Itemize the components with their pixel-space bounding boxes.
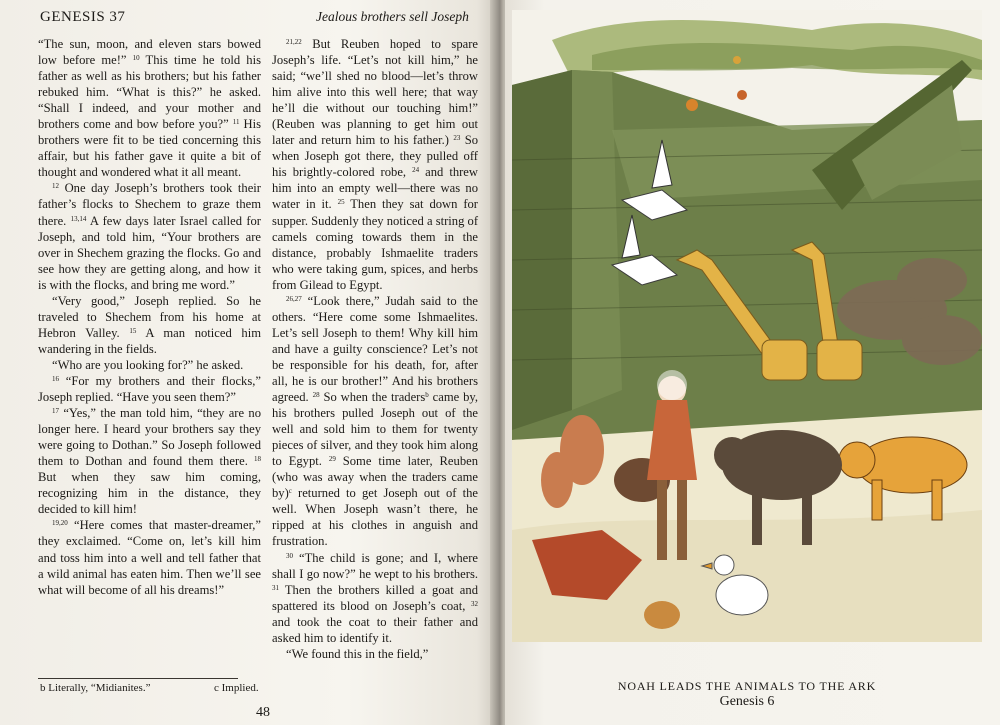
scripture-paragraph: “Very good,” Joseph replied. So he traveled to Shechem from his home at Hebron Valley. $^{15}$ A man noticed him wandering in the fields. [38,293,262,356]
text-column-right [272,36,478,662]
text-column-left [38,36,261,598]
verse-number: 10 [132,54,140,63]
verse-number: 24 [412,166,420,175]
verse-number: 25 [337,198,345,207]
verse-number: 19,20 [52,519,68,528]
verse-number: 21,22 [286,38,302,46]
illustration-caption-reference: Genesis 6 [719,694,775,709]
verse-number: 16 [52,374,59,383]
verse-number: 11 [232,118,240,127]
scripture-paragraph: $^{12}$ One day Joseph’s brothers took their father’s flocks to Shechem to graze them there. $^{13,14}$ A few days later Israel called for Joseph, and told him, “Your brothers are over in Shechem grazing the flocks. Go and see how they are getting along, and how it is with the flocks, and bring me word.” [38,181,261,292]
verse-number: b [425,391,429,400]
left-page [0,0,497,725]
running-head-title: Jealous brothers sell Joseph [316,9,469,24]
verse-number: 31 [272,583,279,592]
verse-number: 30 [286,551,293,560]
scripture-paragraph: $^{19,20}$ “Here comes that master-dreamer,” they exclaimed. “Come on, let’s kill him and toss him into a well and tell father that a wild animal has eaten him. Then we’ll see what will become of all his dreams!” [38,518,261,597]
verse-number: 12 [52,182,59,191]
scripture-paragraph: $^{16}$ “For my brothers and their flocks,” Joseph replied. “Have you seen them?” [38,373,261,405]
verse-number: c [288,487,292,496]
footnote-b: b Literally, “Midianites.” [40,682,151,694]
verse-number: 18 [254,455,261,464]
verse-number: 28 [312,391,320,400]
illustration-caption-title: NOAH LEADS THE ANIMALS TO THE ARK [617,679,877,693]
verse-number: 23 [453,134,461,143]
verse-number: 32 [471,599,478,608]
scripture-paragraph: $^{17}$ “Yes,” the man told him, “they are no longer here. I heard your brothers say they were going to Dothan.” So Joseph followed them to Dothan and found them there. $^{18}$ But when they saw him coming, recognizing him in the distance, they decided to kill him! [38,406,261,517]
scripture-paragraph: “Who are you looking for?” he asked. [52,357,244,372]
scripture-paragraph: “We found this in the field,” [286,646,429,661]
scripture-paragraph: $^{21,22}$ But Reuben hoped to spare Joseph’s life. “Let’s not kill him,” he said; “we’ll shed no blood—let’s throw him alive into this well here; that way he’ll die without our touching him!” (Reuben was planning to get him out later and return him to his father.) $^{23}$ So when Joseph got there, they pulled off his brightly-colored robe, $^{24}$ and threw him into an empty well—there was no water in it. $^{25}$ Then they sat down for supper. Suddenly they noticed a string of camels coming towards them in the distance, probably Ishmaelite traders who were taking gum, spices, and herbs from Gilead to Egypt. [272,37,479,292]
scripture-paragraph: “The sun, moon, and eleven stars bowed low before me!” $^{10}$ This time he told his father as well as his brothers; but his father rebuked him. “What is this?” he asked. “Shall I indeed, and your mother and brothers come and bow before you?” $^{11}$ His brothers were fit to be tied concerning this affair, but his father gave it quite a bit of thought and wondered what it all meant. [38,37,261,180]
scripture-paragraph: $^{26,27}$ “Look there,” Judah said to the others. “Here come some Ishmaelites. Let’s sell Joseph to them! Why kill him and have a guilty conscience? Let’s not be responsible for his death, for, after all, he is our brother!” And his brothers agreed. $^{28}$ So when the traders$^b$ came by, his brothers pulled Joseph out of the well and sold him to them for twenty pieces of silver, and they took him along to Egypt. $^{29}$ Some time later, Reuben (who was away when the traders came by)$^c$ returned to get Joseph out of the well. When Joseph wasn’t there, he ripped at his clothes in anguish and frustration. [272,293,479,549]
running-head-book: GENESIS 37 [40,9,126,25]
footnote-c: c Implied. [214,682,259,694]
scripture-paragraph: $^{30}$ “The child is gone; and I, where shall I go now?” he wept to his brothers. $^{31}$ Then the brothers killed a goat and spattered its blood on Joseph’s coat, $^{32}$ and took the coat to their father and asked him to identify it. [272,550,478,645]
verse-number: 13,14 [70,214,87,223]
verse-number: 29 [328,455,336,464]
noah-ark-illustration [512,10,982,642]
page-number: 48 [256,705,270,720]
verse-number: 15 [129,326,137,335]
verse-number: 26,27 [286,294,302,303]
verse-number: 17 [52,407,59,416]
footnote-divider [38,678,238,679]
